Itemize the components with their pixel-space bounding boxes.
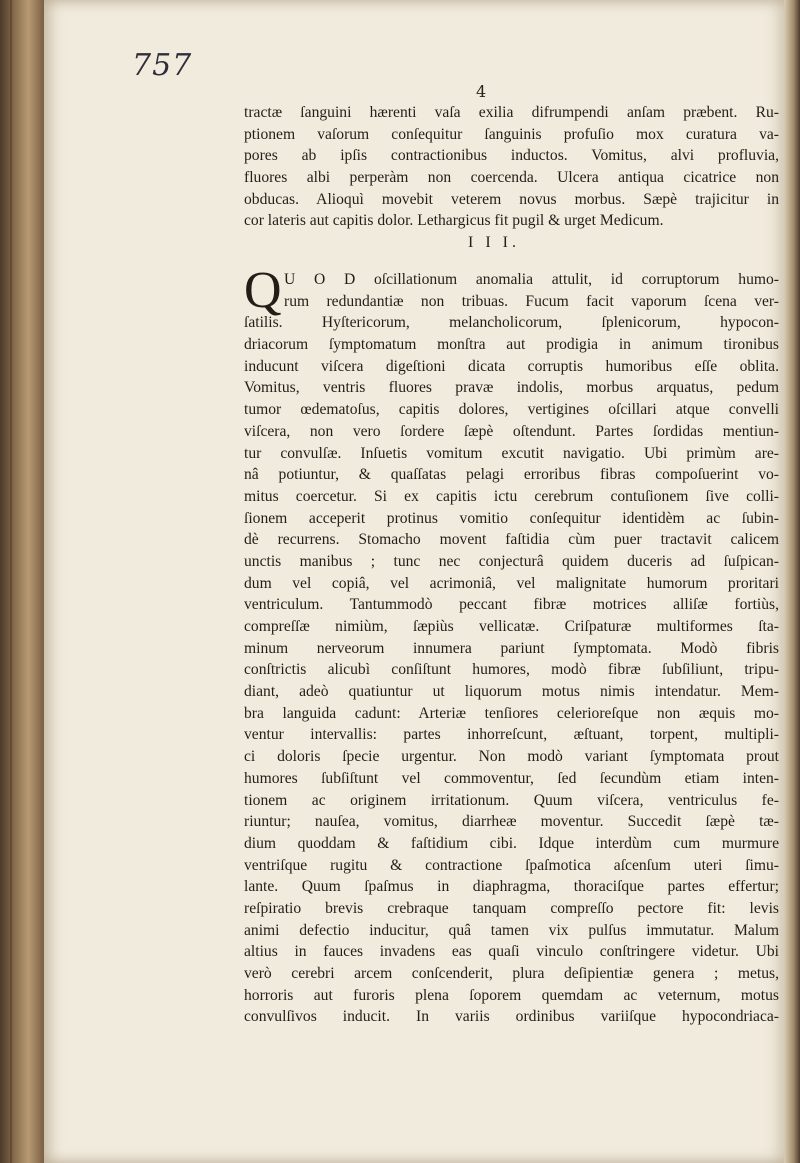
text-line: verò cerebri arcem conſcenderit, plura deſipientiæ genera ; metus, [244,965,779,982]
text-line: viſcera, non vero ſordere ſæpè oſtendunt. Partes ſordidas mentiun- [244,422,779,440]
text-line: mitus coercetur. Si ex capitis ictu cerebrum contuſionem ſive colli- [244,487,779,505]
text-line: ci doloris ſpecie urgentur. Non modò variant ſymptomata prout [244,748,779,766]
text-line: riuntur; nauſea, vomitus, diarrheæ moventur. Succedit ſæpè tæ- [244,813,779,831]
continued-paragraph [244,102,779,232]
text-line: U O D oſcillationum anomalia attulit, id corruptorum humo- [284,271,779,288]
text-line: nâ potiuntur, & quaſſatas pelagi erroribus fibras compoſuerint vo- [244,466,779,484]
text-line: rum redundantiæ non tribuas. Fucum facit vaporum ſcena ver- [284,292,779,310]
text-line: lante. Quum ſpaſmus in diaphragma, thoraciſque partes effertur; [244,878,779,896]
text-line: tionem ac originem irritationum. Quum viſcera, ventriculus fe- [244,791,779,809]
text-line: ſionem acceperit protinus vomitio conſequitur identidèm ac ſubin- [244,509,779,527]
text-line: obducas. Alioquì movebit veterem novus morbus. Sæpè trajicitur in [244,190,779,208]
text-line: pores ab ipſis contractionibus inductos. Vomitus, alvi profluvia, [244,147,779,165]
text-line: tur convulſæ. Inſuetis vomitum excutit navigatio. Ubi primùm are- [244,444,779,462]
text-line: ſatilis. Hyſtericorum, melancholicorum, ſplenicorum, hypocon- [244,314,779,332]
text-line: diant, adeò quatiuntur ut liquorum motus nimis intendatur. Mem- [244,683,779,701]
section-paragraph [244,262,779,1028]
section-heading: I I I. [468,234,520,251]
text-line: tumor œdematoſus, capitis dolores, vertigines oſcillari atque convelli [244,401,779,419]
text-line: humores ſubſiſtunt vel commoventur, ſed ſecundùm etiam inten- [244,769,779,787]
folio-number: 4 [476,82,487,101]
text-line: ventur intervallis: partes inhorreſcunt, æſtuant, torpent, multipli- [244,726,779,744]
text-line: tractæ ſanguini hærenti vaſa exilia difrumpendi anſam præbent. Ru- [244,104,779,121]
text-line: fluores albi perperàm non coercenda. Ulcera antiqua cicatrice non [244,169,779,187]
text-line: inducunt viſcera digeſtioni dicata corruptis humoribus eſſe oblita. [244,357,779,375]
text-line: minum nerveorum innumera pariunt ſymptomata. Modò fibris [244,639,779,657]
text-line: bra languida cadunt: Arteriæ tenſiores celerioreſque non æquis mo- [244,704,779,722]
text-line: cor lateris aut capitis dolor. Lethargicus fit pugil & urget Medicum. [244,212,664,230]
text-line: driacorum ſymptomatum monſtra aut prodigia in animum tironibus [244,336,779,354]
text-line: Vomitus, ventris fluores pravæ indolis, morbus arquatus, pedum [244,379,779,397]
text-line: ventriculum. Tantummodò peccant fibræ motrices alliſæ fortiùs, [244,596,779,614]
text-line: conſtrictis alicubì conſiſtunt humores, modò fibræ ſubſiliunt, tripu- [244,661,779,679]
page-fore-edge [784,0,800,1163]
drop-cap: Q [244,262,282,319]
text-line: animi defectio inducitur, quâ tamen vix pulſus immutatur. Malum [244,921,779,939]
text-line: unctis manibus ; tunc nec conjecturâ quidem duceris ad ſuſpican- [244,552,779,570]
book-spine [0,0,44,1163]
text-line: altius in fauces invadens eas quaſi vinculo conſtringere videtur. Ubi [244,943,779,961]
text-line: horroris aut furoris plena ſoporem quemdam ac veternum, motus [244,986,779,1004]
text-line: ptionem vaſorum conſequitur ſanguinis profuſio mox curatura va- [244,125,779,143]
text-line: ventriſque rugitu & contractione ſpaſmotica aſcenſum uteri ſimu- [244,856,779,874]
text-line: dium quoddam & faſtidium cibi. Idque interdùm cum murmure [244,834,779,852]
text-line: compreſſæ nimiùm, ſæpiùs vellicatæ. Criſpaturæ multiformes ſta- [244,618,779,635]
text-line: reſpiratio brevis crebraque tanquam compreſſo pectore fit: levis [244,899,779,917]
text-line: dum vel copiâ, vel acrimoniâ, vel malignitate humorum proritari [244,574,779,592]
text-line: dè recurrens. Stomacho movent faſtidia cùm puer tractavit calicem [244,531,779,549]
handwritten-page-number: 757 [132,48,193,83]
text-line: convulſivos inducit. In variis ordinibus variiſque hypocondriaca- [244,1008,779,1026]
